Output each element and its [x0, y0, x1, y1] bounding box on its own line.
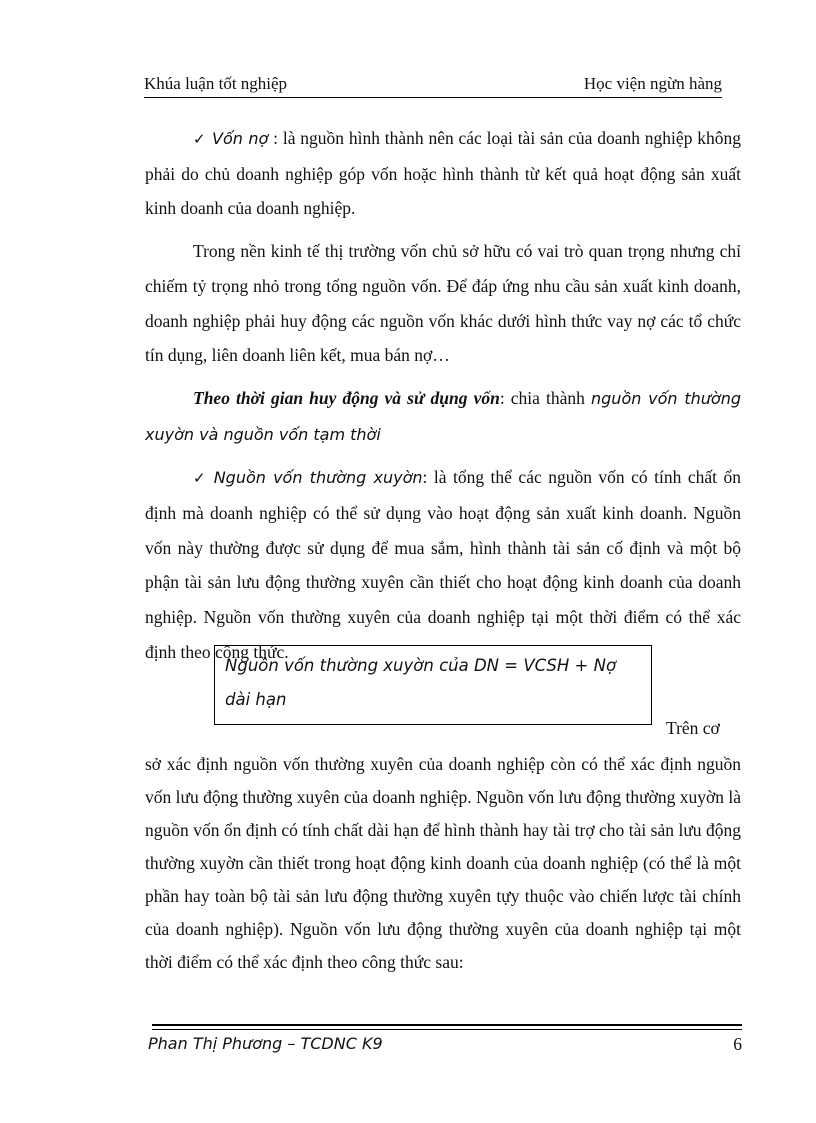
header-rule: [144, 97, 722, 98]
paragraph-market: Trong nền kinh tế thị trường vốn chủ sở hữu có vai trò quan trọng nhưng chỉ chiếm tỷ trọng nhỏ trong tổng nguồn vốn. Để đáp ứng nhu cầu sản xuất kinh doanh, doanh nghiệp phải huy động các nguồn vốn khác dưới hình thức vay nợ các tổ chức tín dụng, liên doanh liên kết, mua bán nợ…: [145, 241, 741, 366]
term-von-no: Vốn nợ: [212, 129, 269, 148]
continued-body: [145, 748, 741, 979]
italic-by-time: nguồn vốn thường xuyờn và nguồn vốn tạm thời: [145, 388, 742, 444]
paragraph-by-time: [145, 381, 741, 452]
text-permanent-capital: : là tổng thể các nguồn vốn có tính chất ổn định mà doanh nghiệp có thể sử dụng vào hoạt động sản xuất kinh doanh. Nguồn vốn này thường được sử dụng để mua sắm, hình thành tài sản cố định và một bộ phận tài sản lưu động thường xuyên cần thiết cho hoạt động kinh doanh của doanh nghiệp. Nguồn vốn thường xuyên của doanh nghiệp tại một thời điểm có thể xác định theo công thức.: [145, 467, 741, 662]
header-left: Khúa luận tốt nghiệp: [144, 74, 288, 93]
paragraph-working-capital: sở xác định nguồn vốn thường xuyên của doanh nghiệp còn có thể xác định nguồn vốn lưu động thường xuyên của doanh nghiệp. Nguồn vốn lưu động thường xuyờn là nguồn vốn ổn định có tính chất dài hạn để hình thành hay tài trợ cho tài sản lưu động thường xuyờn cần thiết trong hoạt động kinh doanh của doanh nghiệp (có thể là một phần hay toàn bộ tài sản lưu động thường xuyên tựy thuộc vào chiến lược tài chính của doanh nghiệp). Nguồn vốn lưu động thường xuyên của doanh nghiệp tại một thời điểm có thể xác định theo công thức sau:: [145, 754, 741, 972]
footer-rule-thin: [152, 1029, 742, 1030]
check-mark-icon: ✓: [193, 469, 208, 488]
header-right: Học viện ngừn hàng: [583, 74, 722, 93]
document-body: [145, 121, 741, 670]
check-mark-icon: ✓: [193, 130, 207, 148]
term-permanent-capital: Nguồn vốn thường xuyờn: [213, 468, 423, 488]
text-von-no: : là nguồn hình thành nên các loại tài sản của doanh nghiệp không phải do chủ doanh nghiệp góp vốn hoặc hình thành từ kết quả hoạt động sản xuất kinh doanh của doanh nghiệp.: [145, 128, 741, 219]
page-footer: [148, 1034, 742, 1060]
footer-rule-thick: [152, 1024, 742, 1026]
footer-author: Phan Thị Phương – TCDNC K9: [148, 1034, 383, 1053]
page-number: 6: [733, 1034, 742, 1054]
text-by-time: : chia thành: [499, 387, 591, 408]
paragraph-von-no: [145, 121, 741, 226]
heading-by-time: Theo thời gian huy động và sử dụng vốn: [193, 387, 500, 408]
text-tren-co: Trên cơ: [666, 718, 720, 738]
paragraph-permanent-capital: [145, 460, 741, 669]
page-header: [144, 72, 722, 96]
formula-box: Nguồn vốn thường xuyờn của DN = VCSH + Nợ dài hạn: [214, 645, 652, 725]
